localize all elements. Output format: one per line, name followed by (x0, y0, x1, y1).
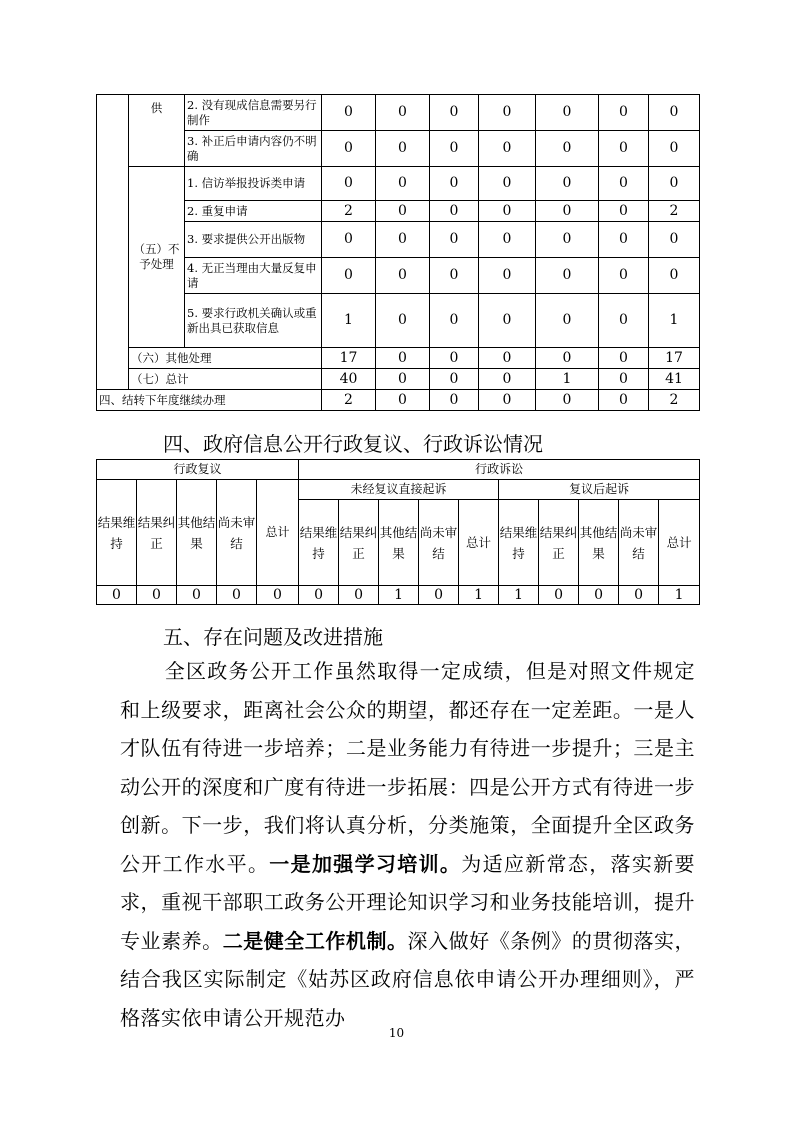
row-item-label: 1. 信访举报投诉类申请 (185, 167, 322, 201)
table-cell: 0 (479, 222, 536, 258)
table-cell: 0 (539, 586, 579, 605)
table-row (97, 167, 700, 201)
table-cell: 0 (376, 348, 430, 369)
table-cell: 0 (376, 369, 430, 390)
table-cell: 2 (649, 201, 700, 222)
header-cell: 其他结果 (177, 480, 217, 586)
table-cell: 0 (479, 201, 536, 222)
table-cell: 1 (379, 586, 419, 605)
table-cell: 0 (599, 167, 649, 201)
table-row (97, 348, 700, 369)
table-cell: 40 (322, 369, 376, 390)
table-row (97, 294, 700, 348)
table-cell: 0 (339, 586, 379, 605)
table-cell: 1 (459, 586, 499, 605)
table-cell: 0 (599, 95, 649, 131)
table-cell: 0 (376, 201, 430, 222)
header-cell: 其他结果 (379, 500, 419, 586)
header-cell: 尚未审结 (419, 500, 459, 586)
table-cell: 0 (536, 167, 599, 201)
bold-heading: 二是健全工作机制。 (222, 928, 408, 953)
table-cell: 0 (430, 369, 479, 390)
header-cell: 结果维持 (299, 500, 339, 586)
table-cell: 0 (217, 586, 257, 605)
header-cell: 尚未审结 (619, 500, 659, 586)
table-cell: 0 (97, 586, 137, 605)
header-cell: 结果纠正 (137, 480, 177, 586)
row-item-label: （七）总计 (129, 369, 322, 390)
header-cell: 尚未审结 (217, 480, 257, 586)
table-cell: 0 (376, 258, 430, 294)
table-cell: 41 (649, 369, 700, 390)
header-admin-litigation: 行政诉讼 (299, 460, 700, 480)
table-cell: 1 (536, 369, 599, 390)
table-cell: 0 (419, 586, 459, 605)
table-cell: 2 (649, 390, 700, 411)
table-cell: 0 (649, 222, 700, 258)
application-handling-table (96, 94, 700, 411)
table-cell: 0 (430, 390, 479, 411)
table-cell: 0 (579, 586, 619, 605)
table-row (97, 369, 700, 390)
table-cell: 0 (536, 131, 599, 167)
table-cell: 0 (376, 95, 430, 131)
table-cell: 0 (430, 348, 479, 369)
table-cell: 0 (649, 167, 700, 201)
table-cell: 0 (322, 258, 376, 294)
table-cell: 1 (649, 294, 700, 348)
row-item-label: （六）其他处理 (129, 348, 322, 369)
header-cell: 总计 (257, 480, 299, 586)
row-item-label: 2. 重复申请 (185, 201, 322, 222)
row-group-label: 供 (129, 95, 185, 167)
table-cell: 0 (430, 201, 479, 222)
table-cell: 0 (536, 294, 599, 348)
table-row (97, 222, 700, 258)
header-cell: 结果维持 (97, 480, 137, 586)
table-cell: 0 (322, 131, 376, 167)
table-cell: 0 (137, 586, 177, 605)
header-cell: 结果纠正 (539, 500, 579, 586)
table-cell: 0 (322, 95, 376, 131)
table-cell: 0 (599, 201, 649, 222)
row-item-label: 3. 要求提供公开出版物 (185, 222, 322, 258)
table-cell: 0 (177, 586, 217, 605)
section-heading: 五、存在问题及改进措施 (163, 625, 383, 649)
table-row (97, 480, 700, 500)
table-row (97, 258, 700, 294)
table-cell: 0 (430, 167, 479, 201)
table-cell: 2 (322, 201, 376, 222)
table-cell: 1 (322, 294, 376, 348)
row-item-label: 5. 要求行政机关确认或重新出具已获取信息 (185, 294, 322, 348)
table-cell: 0 (619, 586, 659, 605)
body-paragraph (120, 652, 695, 1037)
table-row (97, 586, 700, 605)
table-row (97, 95, 700, 131)
table-cell: 0 (536, 201, 599, 222)
table-row (97, 201, 700, 222)
table-cell: 0 (376, 294, 430, 348)
table-cell: 0 (257, 586, 299, 605)
table-cell: 0 (599, 131, 649, 167)
header-cell: 总计 (459, 500, 499, 586)
table-cell: 0 (430, 258, 479, 294)
table-cell: 1 (499, 586, 539, 605)
table-cell: 0 (536, 348, 599, 369)
table-cell: 0 (599, 348, 649, 369)
table-cell: 17 (649, 348, 700, 369)
table-row (97, 460, 700, 480)
table-cell: 0 (479, 258, 536, 294)
table-cell: 0 (599, 222, 649, 258)
page-number: 10 (388, 1026, 405, 1040)
table-cell: 0 (430, 131, 479, 167)
review-litigation-table (96, 459, 700, 605)
table-cell: 2 (322, 390, 376, 411)
table-cell: 0 (376, 390, 430, 411)
table-cell: 0 (376, 131, 430, 167)
table-cell: 0 (376, 167, 430, 201)
table-cell: 0 (479, 131, 536, 167)
table-cell: 0 (479, 95, 536, 131)
header-after-review: 复议后起诉 (499, 480, 700, 500)
table-cell: 0 (649, 258, 700, 294)
table-cell: 0 (599, 390, 649, 411)
row-item-label: 2. 没有现成信息需要另行制作 (185, 95, 322, 131)
header-direct-litigation: 未经复议直接起诉 (299, 480, 499, 500)
bold-heading: 一是加强学习培训。 (269, 851, 462, 876)
table-cell: 0 (430, 222, 479, 258)
header-cell: 结果维持 (499, 500, 539, 586)
table-cell: 0 (599, 369, 649, 390)
table-cell (97, 95, 129, 390)
table-cell: 0 (599, 294, 649, 348)
table-cell: 0 (479, 369, 536, 390)
table-cell: 0 (536, 390, 599, 411)
table-cell: 0 (299, 586, 339, 605)
header-cell: 结果纠正 (339, 500, 379, 586)
table-cell: 0 (322, 167, 376, 201)
table-row (97, 131, 700, 167)
header-cell: 总计 (659, 500, 700, 586)
paragraph-text: 深入做好《条例》的贯彻落实，结合我区实际制定《姑苏区政府信息依申请公开办理细则》，严格落实依申请公开规范办 (120, 928, 696, 1030)
table-cell: 1 (659, 586, 700, 605)
table-cell: 0 (430, 294, 479, 348)
table-row (97, 390, 700, 411)
table-cell: 0 (536, 95, 599, 131)
table-cell: 0 (479, 348, 536, 369)
header-cell: 其他结果 (579, 500, 619, 586)
table-cell: 0 (536, 222, 599, 258)
table-cell: 0 (649, 131, 700, 167)
row-group-label: （五）不予处理 (129, 167, 185, 348)
row-item-label: 四、结转下年度继续办理 (97, 390, 322, 411)
table-cell: 17 (322, 348, 376, 369)
table-cell: 0 (599, 258, 649, 294)
table-cell: 0 (322, 222, 376, 258)
table-cell: 0 (649, 95, 700, 131)
row-item-label: 4. 无正当理由大量反复申请 (185, 258, 322, 294)
table-cell: 0 (479, 390, 536, 411)
table-cell: 0 (536, 258, 599, 294)
section-heading: 四、政府信息公开行政复议、行政诉讼情况 (163, 432, 543, 456)
table-cell: 0 (376, 222, 430, 258)
row-item-label: 3. 补正后申请内容仍不明确 (185, 131, 322, 167)
table-cell: 0 (430, 95, 479, 131)
header-admin-review: 行政复议 (97, 460, 299, 480)
table-cell: 0 (479, 167, 536, 201)
paragraph-text: 为适应新常态，落实新要求，重视干部职工政务公开理论知识学习和业务技能培训，提升专业素养。 (120, 851, 696, 953)
paragraph-text: 全区政务公开工作虽然取得一定成绩，但是对照文件规定和上级要求，距离社会公众的期望，都还存在一定差距。一是人才队伍有待进一步培养；二是业务能力有待进一步提升；三是主动公开的深度和广度有待进一步拓展：四是公开方式有待进一步创新。下一步，我们将认真分析，分类施策，全面提升全区政务公开工作水平。 (120, 659, 695, 876)
table-cell: 0 (479, 294, 536, 348)
